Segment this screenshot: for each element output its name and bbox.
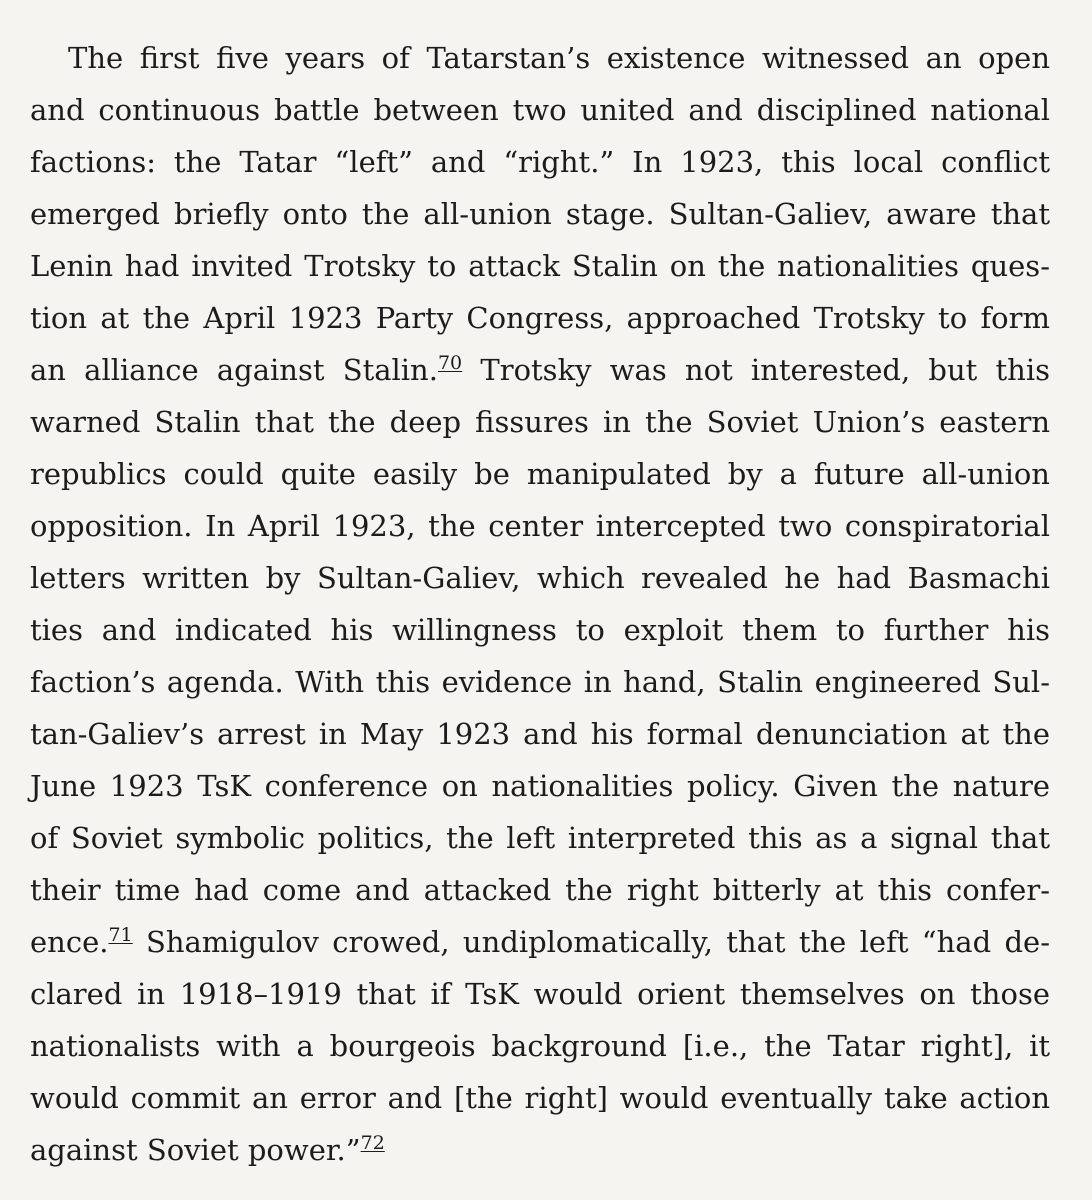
text-line-15: June 1923 TsK conference on nationalities policy. Given the nature	[30, 769, 1050, 803]
text-line-10: opposition. In April 1923, the center intercepted two conspiratorial	[30, 509, 1050, 543]
text-line-22: against Soviet power.”$^{72}$	[30, 1132, 385, 1167]
text-line-9: republics could quite easily be manipulated by a future all-union	[30, 457, 1050, 491]
text-line-18: ence.$^{71}$ Shamigulov crowed, undiplomatically, that the left “had de-	[30, 924, 1050, 959]
text-line-17: their time had come and attacked the right bitterly at this confer-	[30, 873, 1050, 907]
text-line-5: Lenin had invited Trotsky to attack Stalin on the nationalities ques-	[30, 249, 1050, 283]
text-line-1: The first five years of Tatarstan’s existence witnessed an open	[68, 41, 1050, 75]
footnote-ref-71[interactable]: 71	[108, 924, 133, 946]
text-line-21: would commit an error and [the right] would eventually take action	[30, 1081, 1050, 1115]
footnote-ref-70[interactable]: 70	[437, 352, 463, 374]
text-line-19: clared in 1918–1919 that if TsK would orient themselves on those	[30, 977, 1050, 1011]
text-line-2: and continuous battle between two united and disciplined national	[30, 93, 1050, 127]
text-line-12: ties and indicated his willingness to exploit them to further his	[30, 613, 1050, 647]
text-line-16: of Soviet symbolic politics, the left interpreted this as a signal that	[30, 821, 1050, 855]
text-line-4: emerged briefly onto the all-union stage. Sultan-Galiev, aware that	[30, 197, 1050, 231]
footnote-ref-72[interactable]: 72	[360, 1132, 385, 1154]
text-line-11: letters written by Sultan-Galiev, which revealed he had Basmachi	[30, 561, 1050, 595]
text-line-8: warned Stalin that the deep fissures in the Soviet Union’s eastern	[30, 405, 1050, 439]
text-line-7: an alliance against Stalin.$^{70}$ Trotsky was not interested, but this	[30, 352, 1050, 387]
text-line-3: factions: the Tatar “left” and “right.” In 1923, this local conflict	[30, 145, 1050, 179]
text-line-14: tan-Galiev’s arrest in May 1923 and his formal denunciation at the	[30, 717, 1050, 751]
text-line-20: nationalists with a bourgeois background [i.e., the Tatar right], it	[30, 1029, 1050, 1063]
text-line-13: faction’s agenda. With this evidence in hand, Stalin engineered Sul-	[30, 665, 1050, 699]
text-line-6: tion at the April 1923 Party Congress, approached Trotsky to form	[30, 301, 1050, 335]
